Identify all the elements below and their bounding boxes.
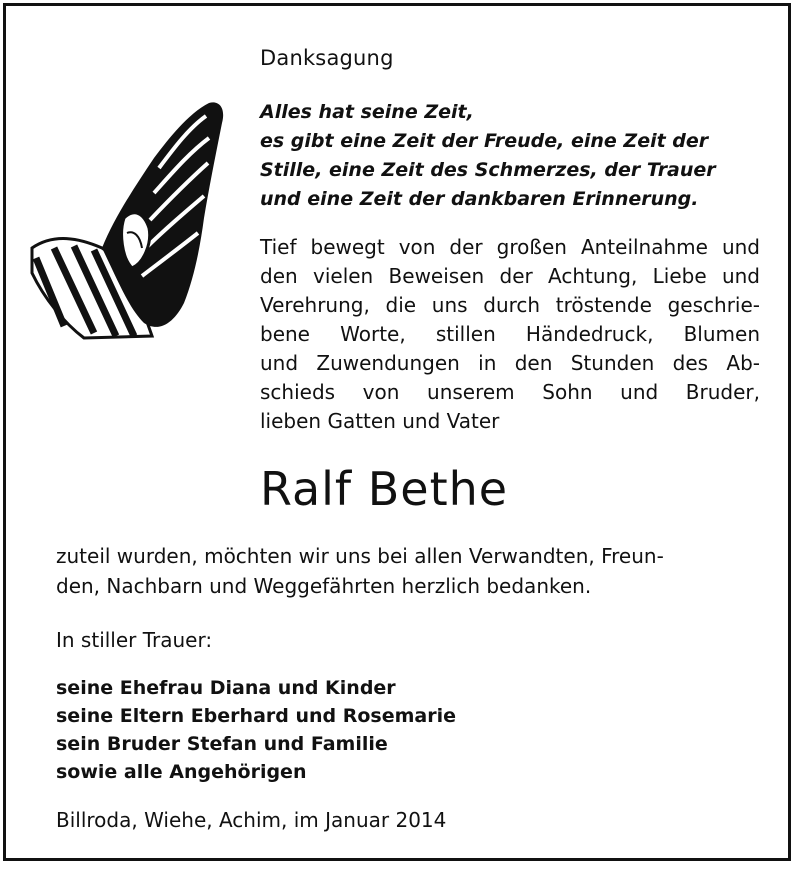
mourner-item: seine Ehefrau Diana und Kinder xyxy=(56,677,396,699)
intro-line: und Zuwendungen in den Stunden des Ab- xyxy=(260,351,760,375)
mourner-item: seine Eltern Eberhard und Rosemarie xyxy=(56,705,457,727)
thanks-paragraph xyxy=(56,541,756,601)
praying-hands-icon xyxy=(24,98,234,343)
intro-line: den vielen Beweisen der Achtung, Liebe und xyxy=(260,264,760,288)
quote-line: Stille, eine Zeit des Schmerzes, der Trauer xyxy=(260,159,716,181)
intro-line: bene Worte, stillen Händedruck, Blumen xyxy=(260,322,760,346)
intro-line: Tief bewegt von der großen Anteilnahme und xyxy=(260,235,760,259)
mourning-label: In stiller Trauer: xyxy=(56,628,213,652)
intro-line: lieben Gatten und Vater xyxy=(260,409,500,433)
mourner-item: sein Bruder Stefan und Familie xyxy=(56,733,388,755)
thanks-line: zuteil wurden, möchten wir uns bei allen Verwandten, Freun- xyxy=(56,544,664,568)
mourner-item: sowie alle Angehörigen xyxy=(56,761,307,783)
quote-line: und eine Zeit der dankbaren Erinnerung. xyxy=(260,188,699,210)
intro-line: schieds von unserem Sohn und Bruder, xyxy=(260,380,760,404)
quote-line: Alles hat seine Zeit, xyxy=(260,101,474,123)
mourners-list xyxy=(56,674,456,786)
place-date: Billroda, Wiehe, Achim, im Januar 2014 xyxy=(56,808,447,832)
heading: Danksagung xyxy=(260,46,394,70)
thanks-line: den, Nachbarn und Weggefährten herzlich bedanken. xyxy=(56,574,592,598)
obituary-notice xyxy=(3,3,791,861)
deceased-name: Ralf Bethe xyxy=(260,462,509,516)
quote-line: es gibt eine Zeit der Freude, eine Zeit der xyxy=(260,130,709,152)
intro-line: Verehrung, die uns durch tröstende geschrie- xyxy=(260,293,760,317)
intro-paragraph xyxy=(260,233,760,436)
quote xyxy=(260,98,760,214)
